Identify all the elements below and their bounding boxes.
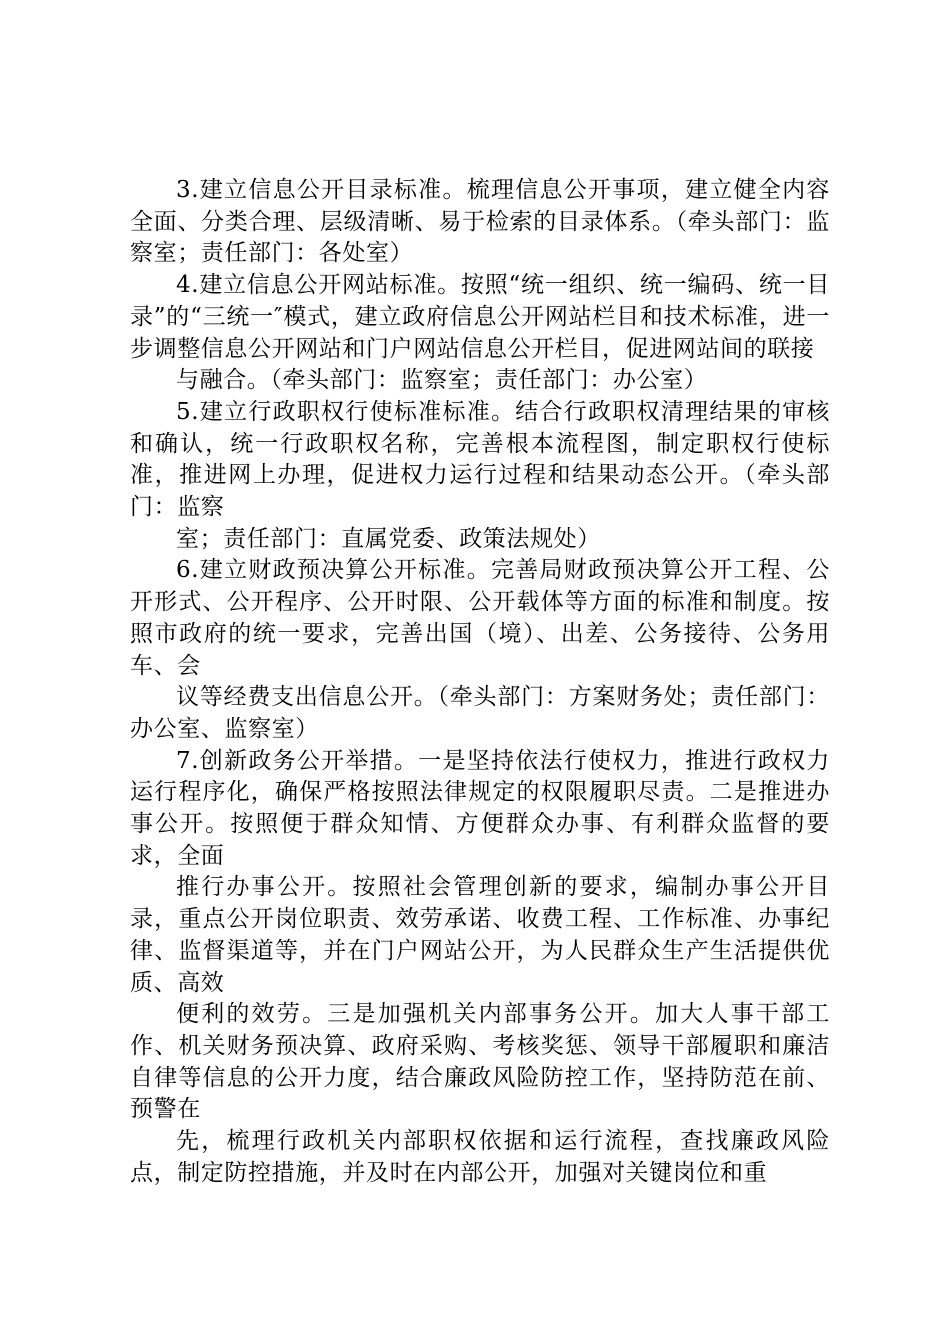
paragraph-5-continuation: 室；责任部门：直属党委、政策法规处） — [176, 525, 601, 552]
paragraph-7-continuation-c: 先，梳理行政机关内部职权依据和运行流程，查找廉政风险点，制定防控措施，并及时在内部公开，加强对关键岗位和重 — [130, 1128, 830, 1186]
paragraph-6-continuation: 议等经费支出信息公开。（牵头部门：方案财务处；责任部门：办公室、监察室） — [130, 684, 830, 742]
paragraph-7-continuation-b: 便利的效劳。三是加强机关内部事务公开。加大人事干部工作、机关财务预决算、政府采购、考核奖惩、领导干部履职和廉洁自律等信息的公开力度，结合廉政风险防控工作，坚持防范在前、预警在 — [130, 1001, 830, 1123]
paragraph-5-power-standard: 5.建立行政职权行使标准标准。结合行政职权清理结果的审核和确认，统一行政职权名称，完善根本流程图，制定职权行使标准，推进网上办理，促进权力运行过程和结果动态公开。（牵头部门：监察 — [130, 398, 830, 521]
paragraph-4-website-standard: 4.建立信息公开网站标准。按照“统一组织、统一编码、统一目录”的“三统一″模式，建立政府信息公开网站栏目和技术标准，进一步调整信息公开网站和门户网站信息公开栏目，促进网站间的联接 — [130, 272, 830, 362]
document-body — [130, 175, 830, 1190]
paragraph-7-continuation-a: 推行办事公开。按照社会管理创新的要求，编制办事公开目录，重点公开岗位职责、效劳承诺、收费工程、工作标准、办事纪律、监督渠道等，并在门户网站公开，为人民群众生产生活提供优质、高效 — [130, 874, 830, 996]
paragraph-4-continuation: 与融合。（牵头部门：监察室；责任部门：办公室） — [176, 367, 708, 394]
paragraph-7-innovation: 7.创新政务公开举措。一是坚持依法行使权力，推进行政权力运行程序化，确保严格按照法律规定的权限履职尽责。二是推进办事公开。按照便于群众知情、方便群众办事、有利群众监督的要求，全面 — [130, 747, 830, 869]
paragraph-3-directory-standard: 3.建立信息公开目录标准。梳理信息公开事项，建立健全内容全面、分类合理、层级清晰、易于检索的目录体系。（牵头部门：监察室；责任部门：各处室） — [130, 177, 830, 267]
paragraph-6-budget-standard: 6.建立财政预决算公开标准。完善局财政预决算公开工程、公开形式、公开程序、公开时限、公开载体等方面的标准和制度。按照市政府的统一要求，完善出国（境）、出差、公务接待、公务用车、会 — [130, 557, 830, 679]
